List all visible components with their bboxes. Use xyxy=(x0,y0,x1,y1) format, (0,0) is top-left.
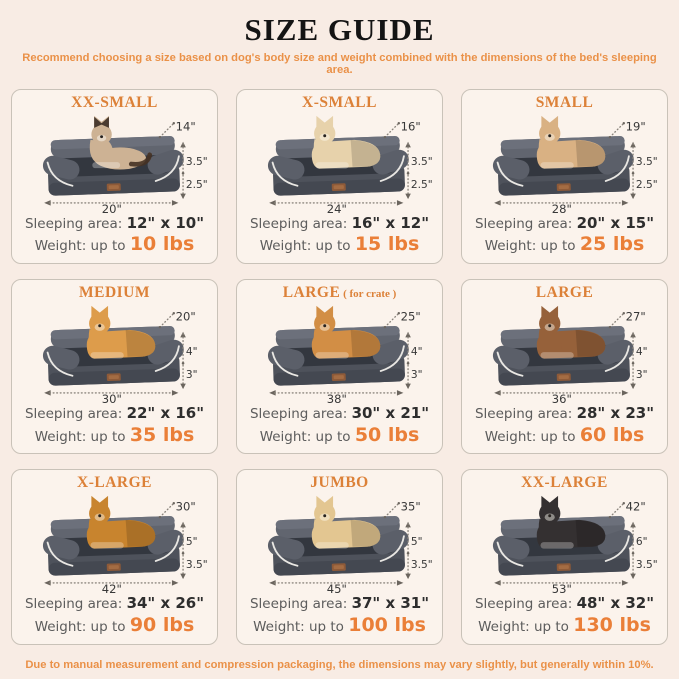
sleeping-area-value: 37" x 31" xyxy=(351,594,430,613)
sleeping-area-value: 34" x 26" xyxy=(126,594,205,613)
dim-height1-label: 6" xyxy=(635,534,647,548)
bed-size-diagram xyxy=(244,304,436,404)
bed-size-diagram xyxy=(19,304,211,404)
sleeping-area-line xyxy=(467,214,662,233)
weight-line xyxy=(17,614,212,638)
sleeping-area-value: 30" x 21" xyxy=(351,403,430,422)
weight-label: Weight: up to xyxy=(259,238,351,255)
dim-width-label: 30" xyxy=(101,391,122,404)
dim-depth-label: 14" xyxy=(175,119,196,134)
dim-depth-label: 42" xyxy=(625,499,646,514)
size-card xyxy=(461,469,668,644)
size-name-suffix: ( for crate ) xyxy=(340,288,397,301)
size-card xyxy=(11,469,218,644)
size-card xyxy=(236,469,443,644)
weight-label: Weight: up to xyxy=(484,238,576,255)
weight-label: Weight: up to xyxy=(478,618,569,635)
bed-size-diagram xyxy=(469,304,661,404)
weight-label: Weight: up to xyxy=(34,238,126,255)
bed-size-diagram xyxy=(244,114,436,214)
sleeping-area-label: Sleeping area: xyxy=(24,596,123,613)
weight-line xyxy=(467,424,662,448)
weight-label: Weight: up to xyxy=(484,428,576,445)
size-card xyxy=(236,89,443,264)
size-name xyxy=(467,284,662,303)
dim-width-label: 38" xyxy=(326,391,347,404)
dim-width-label: 24" xyxy=(326,201,347,214)
size-card xyxy=(236,279,443,454)
weight-label: Weight: up to xyxy=(34,428,126,445)
size-name-text: X-SMALL xyxy=(302,94,377,111)
dim-height1-label: 5" xyxy=(185,534,197,548)
sleeping-area-label: Sleeping area: xyxy=(474,596,573,613)
sleeping-area-line xyxy=(467,404,662,423)
sleeping-area-line xyxy=(467,594,662,613)
sleeping-area-label: Sleeping area: xyxy=(24,405,123,422)
size-name xyxy=(242,284,437,303)
dim-height1-label: 4" xyxy=(635,344,647,358)
weight-value: 25 lbs xyxy=(579,233,645,256)
dim-height1-label: 3.5" xyxy=(635,154,658,168)
weight-line xyxy=(467,233,662,257)
dim-height2-label: 2.5" xyxy=(410,177,433,191)
sleeping-area-value: 16" x 12" xyxy=(351,213,430,232)
dim-height1-label: 5" xyxy=(410,534,422,548)
size-name xyxy=(17,474,212,493)
size-name xyxy=(242,474,437,493)
size-name xyxy=(242,94,437,113)
footer-note: Due to manual measurement and compression packaging, the dimensions may vary slightly, but generally within 10%. xyxy=(25,658,654,671)
weight-value: 35 lbs xyxy=(129,423,195,446)
sleeping-area-line xyxy=(242,404,437,423)
size-name-text: XX-SMALL xyxy=(71,94,158,111)
sleeping-area-label: Sleeping area: xyxy=(249,215,348,232)
weight-value: 10 lbs xyxy=(129,233,195,256)
weight-line xyxy=(467,614,662,638)
dim-height2-label: 2.5" xyxy=(185,177,208,191)
size-name-text: X-LARGE xyxy=(77,474,152,492)
dim-width-label: 20" xyxy=(101,201,122,214)
weight-value: 15 lbs xyxy=(354,233,420,256)
dim-height2-label: 3.5" xyxy=(185,558,208,572)
size-name xyxy=(17,94,212,113)
dim-height1-label: 3.5" xyxy=(410,154,433,168)
dim-depth-label: 20" xyxy=(175,309,196,324)
weight-value: 90 lbs xyxy=(129,613,195,636)
bed-size-diagram xyxy=(19,494,211,594)
weight-value: 60 lbs xyxy=(579,423,645,446)
sleeping-area-value: 20" x 15" xyxy=(576,213,655,232)
weight-line xyxy=(17,233,212,257)
weight-label: Weight: up to xyxy=(259,428,351,445)
sleeping-area-line xyxy=(242,594,437,613)
size-card xyxy=(11,89,218,264)
sleeping-area-label: Sleeping area: xyxy=(249,596,348,613)
dim-height1-label: 4" xyxy=(410,344,422,358)
bed-size-diagram xyxy=(244,494,436,594)
sleeping-area-label: Sleeping area: xyxy=(24,215,123,232)
dim-depth-label: 25" xyxy=(400,309,421,324)
dim-depth-label: 19" xyxy=(625,119,646,134)
sleeping-area-label: Sleeping area: xyxy=(474,215,573,232)
dim-depth-label: 30" xyxy=(175,499,196,514)
dim-depth-label: 27" xyxy=(625,309,646,324)
sleeping-area-line xyxy=(17,404,212,423)
dim-depth-label: 16" xyxy=(400,119,421,134)
dim-depth-label: 35" xyxy=(400,499,421,514)
sleeping-area-line xyxy=(17,594,212,613)
dim-width-label: 36" xyxy=(551,391,572,404)
bed-size-diagram xyxy=(19,114,211,214)
size-name-text: LARGE xyxy=(535,284,594,302)
weight-line xyxy=(242,233,437,257)
size-name-text: JUMBO xyxy=(310,474,369,492)
bed-size-diagram xyxy=(469,494,661,594)
sleeping-area-value: 48" x 32" xyxy=(576,594,655,613)
page-subtitle: Recommend choosing a size based on dog's body size and weight combined with the dimensions of the bed's sleeping area. xyxy=(22,52,657,76)
weight-label: Weight: up to xyxy=(34,618,126,635)
bed-size-diagram xyxy=(469,114,661,214)
sleeping-area-label: Sleeping area: xyxy=(249,405,348,422)
dim-height1-label: 4" xyxy=(185,344,197,358)
size-name-text: SMALL xyxy=(535,94,594,111)
weight-line xyxy=(242,614,437,638)
weight-label: Weight: up to xyxy=(253,618,344,635)
size-card xyxy=(461,279,668,454)
size-name-text: MEDIUM xyxy=(78,284,151,302)
dim-height2-label: 3.5" xyxy=(635,558,658,572)
size-name-text: XX-LARGE xyxy=(521,474,608,492)
page-title: SIZE GUIDE xyxy=(244,12,435,47)
dim-height2-label: 2.5" xyxy=(635,177,658,191)
sleeping-area-label: Sleeping area: xyxy=(474,405,573,422)
dim-height1-label: 3.5" xyxy=(185,154,208,168)
size-name xyxy=(467,474,662,493)
dim-width-label: 53" xyxy=(551,582,572,595)
sleeping-area-value: 28" x 23" xyxy=(576,403,655,422)
size-name xyxy=(467,94,662,113)
size-card xyxy=(11,279,218,454)
size-card xyxy=(461,89,668,264)
sleeping-area-line xyxy=(242,214,437,233)
dim-height2-label: 3" xyxy=(185,367,197,381)
size-name xyxy=(17,284,212,303)
size-name-text: LARGE xyxy=(282,284,341,302)
dim-height2-label: 3" xyxy=(635,367,647,381)
sleeping-area-value: 12" x 10" xyxy=(126,213,205,232)
weight-line xyxy=(17,424,212,448)
sleeping-area-value: 22" x 16" xyxy=(126,403,205,422)
weight-value: 100 lbs xyxy=(348,613,426,636)
dim-height2-label: 3.5" xyxy=(410,558,433,572)
dim-width-label: 28" xyxy=(551,201,572,214)
weight-line xyxy=(242,424,437,448)
size-grid xyxy=(11,89,668,645)
weight-value: 50 lbs xyxy=(354,423,420,446)
weight-value: 130 lbs xyxy=(573,613,651,636)
dim-height2-label: 3" xyxy=(410,367,422,381)
dim-width-label: 45" xyxy=(326,582,347,595)
sleeping-area-line xyxy=(17,214,212,233)
dim-width-label: 42" xyxy=(101,582,122,595)
